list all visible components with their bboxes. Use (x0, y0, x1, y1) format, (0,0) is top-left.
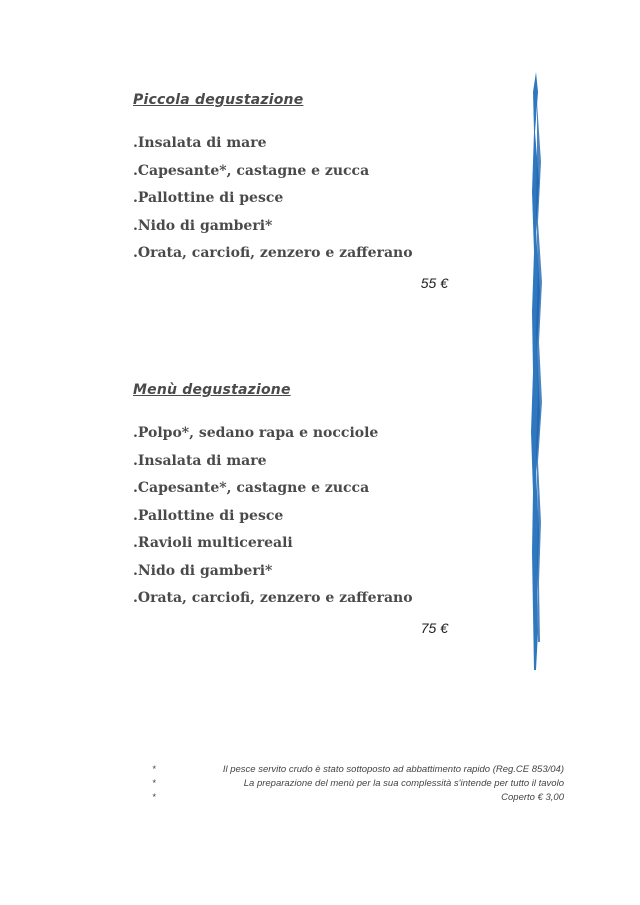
dish-item: .Pallottine di pesce (133, 507, 284, 524)
footnote-asterisk: * (152, 792, 156, 803)
dish-item: .Orata, carciofi, zenzero e zafferano (133, 590, 413, 606)
dish-item: .Insalata di mare (133, 135, 267, 151)
footnote-text: Il pesce servito crudo è stato sottoposto ad abbattimento rapido (Reg.CE 853/04) (222, 764, 564, 775)
footnotes (152, 763, 564, 805)
dish-list (133, 130, 463, 268)
price-label: 75 € (420, 619, 448, 636)
footnote-asterisk: * (152, 778, 156, 789)
footnote-asterisk: * (152, 764, 156, 775)
footnote (152, 763, 564, 777)
dish-item: .Pallottine di pesce (133, 190, 284, 206)
footnote-text: La preparazione del menù per la sua complessità s'intende per tutto il tavolo (243, 778, 564, 789)
dish-list (133, 420, 463, 613)
menu-section-degustazione (133, 380, 463, 636)
footnote-text: Coperto € 3,00 (501, 792, 564, 803)
dish-item: .Nido di gamberi* (133, 562, 273, 579)
section-title: Menù degustazione (133, 382, 291, 398)
dish-item: .Polpo*, sedano rapa e nocciole (133, 425, 379, 441)
dish-item: .Insalata di mare (133, 452, 267, 469)
menu-section-piccola (133, 90, 463, 291)
dish-item: .Ravioli multicereali (133, 535, 293, 551)
section-title: Piccola degustazione (133, 92, 304, 108)
dish-item: .Orata, carciofi, zenzero e zafferano (133, 245, 413, 261)
dish-item: .Capesante*, castagne e zucca (133, 162, 370, 179)
dish-item: .Capesante*, castagne e zucca (133, 480, 370, 496)
brush-stroke-decoration (528, 72, 546, 670)
footnote (152, 777, 564, 791)
price-label: 55 € (420, 274, 448, 291)
footnote (152, 791, 564, 805)
dish-item: .Nido di gamberi* (133, 217, 273, 234)
